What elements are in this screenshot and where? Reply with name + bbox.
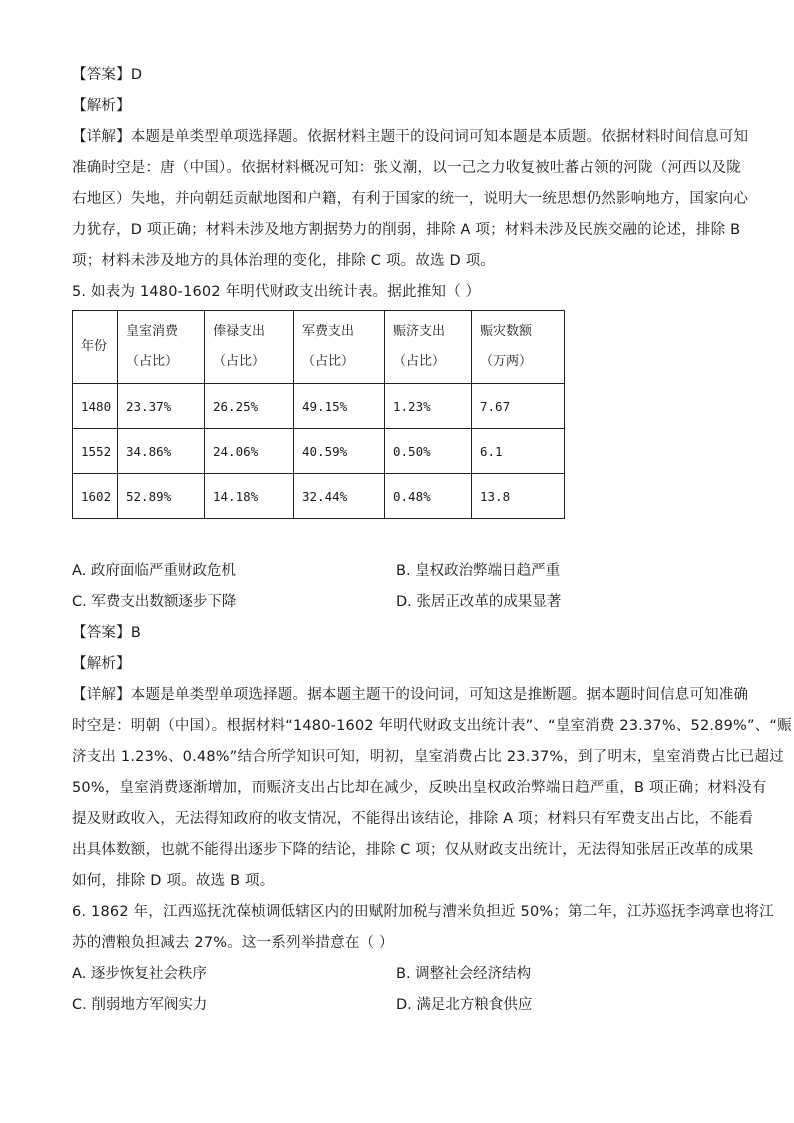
q6-option-d[interactable]: D. 满足北方粮食供应 — [396, 997, 533, 1013]
q6-option-b[interactable]: B. 调整社会经济结构 — [396, 966, 532, 982]
q5-option-a[interactable]: A. 政府面临严重财政危机 — [72, 563, 236, 579]
header-royal: 皇室消费 （占比） — [118, 311, 205, 384]
header-year: 年份 — [73, 311, 118, 384]
answer-tag: 【答案】 — [72, 67, 131, 83]
table-row — [73, 474, 565, 519]
table-header-row — [73, 311, 565, 384]
q4-analysis-tag: 【解析】 — [72, 98, 131, 114]
cell-year: 1480 — [73, 384, 118, 429]
cell-relief-amount: 7.67 — [472, 384, 565, 429]
cell-year: 1602 — [73, 474, 118, 519]
q6-stem-line: 苏的漕粮负担减去 27%。这一系列举措意在（ ） — [72, 935, 394, 951]
q5-analysis-tag: 【解析】 — [72, 656, 131, 672]
answer-value: D — [130, 67, 143, 83]
q4-explain-line: 准确时空是：唐（中国）。依据材料概况可知：张义潮，以一己之力收复被吐蕃占领的河陇（河西以及陇 — [72, 160, 741, 176]
header-salary: 俸禄支出 （占比） — [205, 311, 294, 384]
q5-explain-line: 时空是：明朝（中国）。根据材料“1480-1602 年明代财政支出统计表”、“皇室消费 23.37%、52.89%”、“赈 — [72, 718, 792, 734]
q5-explain-line: 【详解】本题是单类型单项选择题。据本题主题干的设问词，可知这是推断题。据本题时间信息可知准确 — [72, 687, 749, 703]
cell-military: 49.15% — [294, 384, 385, 429]
header-relief-amount: 赈灾数额 （万两） — [472, 311, 565, 384]
cell-salary: 26.25% — [205, 384, 294, 429]
q5-explain-line: 济支出 1.23%、0.48%”结合所学知识可知，明初，皇室消费占比 23.37%，到了明末，皇室消费占比已超过 — [72, 749, 784, 765]
q6-option-c[interactable]: C. 削弱地方军阀实力 — [72, 997, 208, 1013]
expenditure-table — [72, 310, 565, 519]
q6-stem-line: 6. 1862 年，江西巡抚沈葆桢调低辖区内的田赋附加税与漕米负担近 50%；第二年，江苏巡抚李鸿章也将江 — [72, 904, 774, 920]
q5-option-d[interactable]: D. 张居正改革的成果显著 — [396, 594, 562, 610]
q4-explain-line: 项；材料未涉及地方的具体治理的变化，排除 C 项。故选 D 项。 — [72, 253, 496, 269]
cell-royal: 23.37% — [118, 384, 205, 429]
q6-option-a[interactable]: A. 逐步恢复社会秩序 — [72, 966, 207, 982]
q5-explain-line: 50%，皇室消费逐渐增加，而赈济支出占比却在减少，反映出皇权政治弊端日趋严重，B 项正确；材料没有 — [72, 780, 767, 796]
q5-option-b[interactable]: B. 皇权政治弊端日趋严重 — [396, 563, 561, 579]
q4-answer — [72, 65, 732, 85]
cell-relief: 0.50% — [385, 429, 472, 474]
cell-royal: 52.89% — [118, 474, 205, 519]
cell-relief: 0.48% — [385, 474, 472, 519]
cell-salary: 14.18% — [205, 474, 294, 519]
q4-explain-line: 右地区）失地，并向朝廷贡献地图和户籍，有利于国家的统一，说明大一统思想仍然影响地方，国家向心 — [72, 191, 749, 207]
cell-royal: 34.86% — [118, 429, 205, 474]
table-row — [73, 384, 565, 429]
answer-value: B — [130, 625, 141, 641]
q5-answer — [72, 623, 732, 643]
header-relief: 赈济支出 （占比） — [385, 311, 472, 384]
cell-salary: 24.06% — [205, 429, 294, 474]
q4-explain-line: 力犹存，D 项正确；材料未涉及地方割据势力的削弱，排除 A 项；材料未涉及民族交融的论述，排除 B — [72, 222, 741, 238]
answer-tag: 【答案】 — [72, 625, 131, 641]
cell-relief: 1.23% — [385, 384, 472, 429]
cell-relief-amount: 13.8 — [472, 474, 565, 519]
q5-stem: 5. 如表为 1480-1602 年明代财政支出统计表。据此推知（ ） — [72, 284, 481, 300]
q5-explain-line: 提及财政收入，无法得知政府的收支情况，不能得出该结论，排除 A 项；材料只有军费支出占比，不能看 — [72, 811, 754, 827]
cell-relief-amount: 6.1 — [472, 429, 565, 474]
q5-explain-line: 如何，排除 D 项。故选 B 项。 — [72, 873, 275, 889]
q4-explain-line: 【详解】本题是单类型单项选择题。依据材料主题干的设问词可知本题是本质题。依据材料时间信息可知 — [72, 129, 749, 145]
table-row — [73, 429, 565, 474]
q5-option-c[interactable]: C. 军费支出数额逐步下降 — [72, 594, 237, 610]
header-military: 军费支出 （占比） — [294, 311, 385, 384]
q5-explain-line: 出具体数额，也就不能得出逐步下降的结论，排除 C 项；仅从财政支出统计，无法得知张居正改革的成果 — [72, 842, 754, 858]
cell-military: 40.59% — [294, 429, 385, 474]
cell-military: 32.44% — [294, 474, 385, 519]
cell-year: 1552 — [73, 429, 118, 474]
